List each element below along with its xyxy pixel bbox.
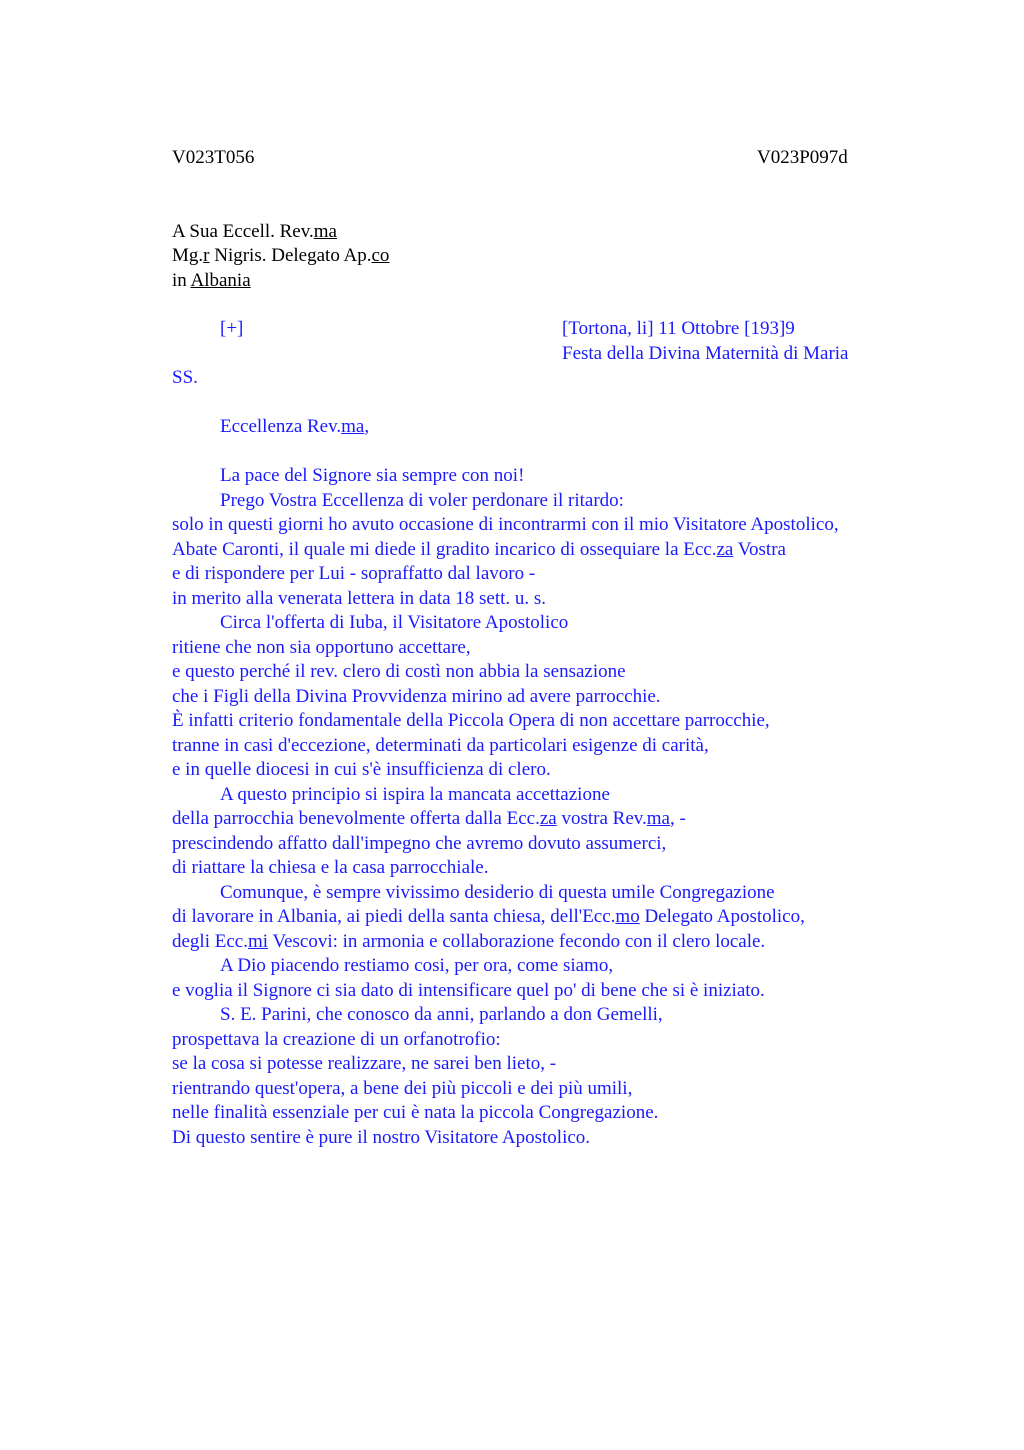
feast-day-continuation: SS.: [172, 367, 198, 388]
document-code-left: V023T056: [172, 147, 255, 168]
address-place: Albania: [190, 270, 251, 291]
body-abbrev: mo: [615, 906, 640, 927]
place-date: [Tortona, li] 11 Ottobre [193]9: [562, 318, 795, 339]
salutation-abbrev: ma: [341, 416, 365, 437]
body-line-text: degli Ecc.: [172, 930, 248, 952]
body-line-text: della parrocchia benevolmente offerta dalla Ecc.: [172, 808, 540, 829]
body-line: S. E. Parini, che conosco da anni, parlando a don Gemelli,: [220, 1004, 663, 1025]
body-line: tranne in casi d'eccezione, determinati da particolari esigenze di carità,: [172, 734, 709, 756]
address-line-1-abbrev: ma: [313, 221, 337, 242]
body-line: nelle finalità essenziale per cui è nata la piccola Congregazione.: [172, 1102, 659, 1123]
body-line: che i Figli della Divina Provvidenza mirino ad avere parrocchie.: [172, 685, 661, 707]
body-line: A questo principio si ispira la mancata accettazione: [220, 783, 610, 805]
body-line-text: vostra Rev.: [556, 808, 647, 829]
body-line: [172, 807, 932, 832]
body-line: Circa l'offerta di Iuba, il Visitatore Apostolico: [220, 612, 569, 633]
body-abbrev: za: [539, 808, 557, 829]
body-line: È infatti criterio fondamentale della Piccola Opera di non accettare parrocchie,: [172, 710, 770, 731]
body-abbrev: za: [716, 538, 734, 560]
body-line: Di questo sentire è pure il nostro Visitatore Apostolico.: [172, 1126, 591, 1148]
body-line: [172, 538, 932, 563]
body-line: in merito alla venerata lettera in data 18 sett. u. s.: [172, 587, 547, 609]
address-line-3-text: in: [172, 270, 191, 291]
body-line: Prego Vostra Eccellenza di voler perdonare il ritardo:: [220, 489, 624, 511]
address-line-2-mid: Nigris. Delegato Ap.: [209, 245, 372, 266]
cross-mark: [+]: [220, 318, 244, 339]
body-line: e voglia il Signore ci sia dato di intensificare quel po' di bene che si è iniziato.: [172, 979, 765, 1001]
body-abbrev: ma: [646, 808, 670, 829]
salutation-comma: ,: [364, 416, 370, 437]
salutation-text: Eccellenza Rev.: [220, 416, 342, 437]
address-line-1-text: A Sua Eccell. Rev.: [172, 221, 314, 242]
body-line-text: Abate Caronti, il quale mi diede il gradito incarico di ossequiare la Ecc.: [172, 538, 717, 560]
body-line-text: Vostra: [733, 538, 786, 560]
address-line-2-abbrev-2: co: [371, 245, 390, 266]
address-line-1: [172, 220, 337, 245]
address-line-3: [172, 269, 251, 294]
address-line-2-abbrev: r: [203, 245, 210, 266]
letter-body: [172, 464, 932, 1150]
body-line: se la cosa si potesse realizzare, ne sarei ben lieto, -: [172, 1053, 557, 1074]
body-line: di riattare la chiesa e la casa parrocchiale.: [172, 857, 489, 878]
address-line-2-text: Mg.: [172, 245, 204, 266]
body-line-text: di lavorare in Albania, ai piedi della santa chiesa, dell'Ecc.: [172, 906, 616, 927]
feast-day: Festa della Divina Maternità di Maria: [562, 343, 849, 364]
body-line-text: , -: [670, 808, 686, 829]
body-line: ritiene che non sia opportuno accettare,: [172, 636, 471, 658]
salutation: [220, 415, 369, 440]
body-line-text: Delegato Apostolico,: [639, 906, 805, 927]
address-line-2: [172, 244, 389, 269]
body-line: e in quelle diocesi in cui s'è insufficienza di clero.: [172, 759, 551, 780]
body-line: e questo perché il rev. clero di costì non abbia la sensazione: [172, 661, 626, 682]
body-line: prospettava la creazione di un orfanotrofio:: [172, 1028, 501, 1050]
body-line: [172, 930, 932, 955]
body-line: Comunque, è sempre vivissimo desiderio di questa umile Congregazione: [220, 881, 775, 903]
body-line: prescindendo affatto dall'impegno che avremo dovuto assumerci,: [172, 832, 667, 854]
body-line: solo in questi giorni ho avuto occasione di incontrarmi con il mio Visitatore Apostolico,: [172, 514, 839, 535]
body-abbrev: mi: [247, 930, 269, 952]
body-line: La pace del Signore sia sempre con noi!: [220, 465, 525, 486]
document-code-right: V023P097d: [757, 147, 848, 168]
body-line: A Dio piacendo restiamo cosi, per ora, come siamo,: [220, 955, 614, 976]
body-line: e di rispondere per Lui - sopraffatto dal lavoro -: [172, 563, 536, 584]
body-line-text: Vescovi: in armonia e collaborazione fecondo con il clero locale.: [268, 930, 766, 952]
body-line: [172, 905, 932, 930]
body-line: rientrando quest'opera, a bene dei più piccoli e dei più umili,: [172, 1077, 633, 1099]
